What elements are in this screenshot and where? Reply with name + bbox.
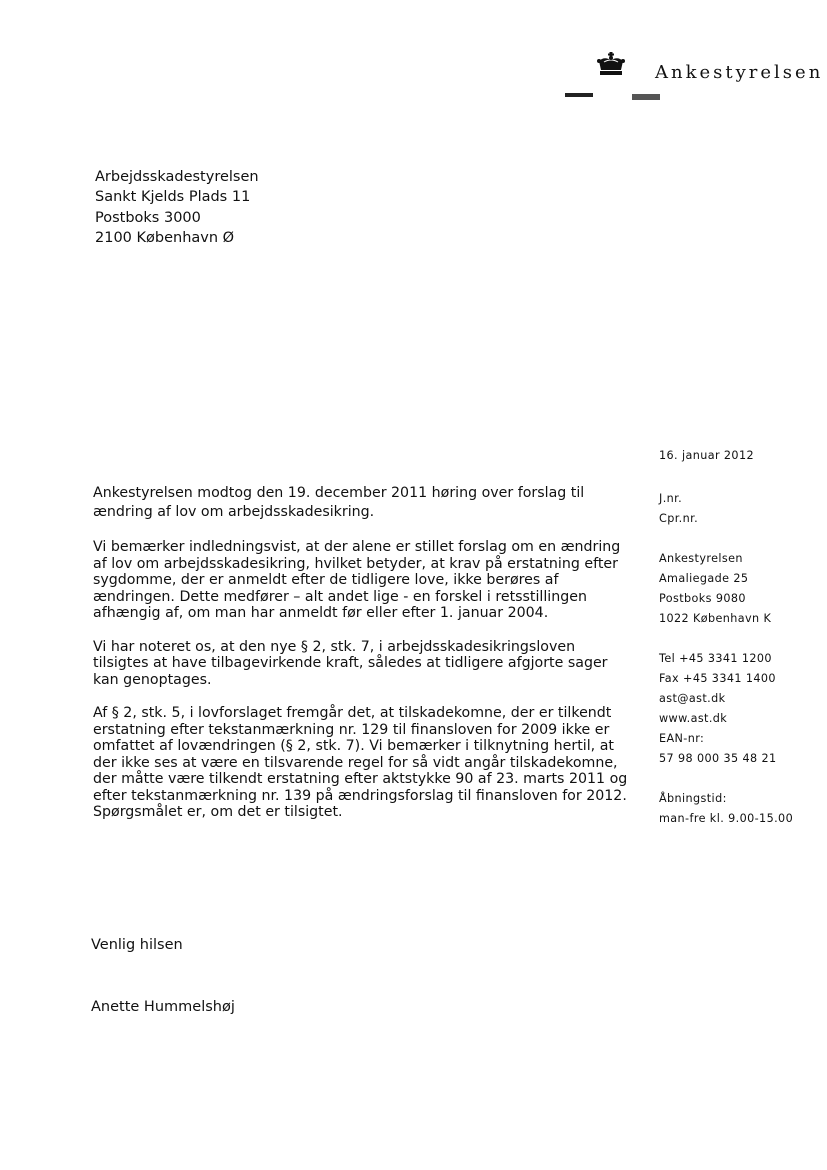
- opening-hours-value: man-fre kl. 9.00-15.00: [659, 812, 794, 825]
- recipient-address: [95, 167, 259, 248]
- recipient-line: Postboks 3000: [95, 209, 201, 226]
- sender-fax: Fax +45 3341 1400: [659, 672, 776, 685]
- sender-city: 1022 København K: [659, 612, 772, 625]
- ean-label: EAN-nr:: [659, 732, 705, 745]
- sender-street: Amaliegade 25: [659, 572, 749, 585]
- recipient-line: Sankt Kjelds Plads 11: [95, 189, 251, 206]
- signature-name: Anette Hummelshøj: [91, 999, 235, 1015]
- letter-body: [93, 484, 628, 838]
- letter-date: 16. januar 2012: [659, 449, 754, 462]
- cpr-number-label: Cpr.nr.: [659, 512, 699, 525]
- sender-info: [659, 489, 793, 829]
- recipient-line: Arbejdsskadestyrelsen: [95, 169, 259, 185]
- body-paragraph: Vi bemærker indledningsvist, at der alene er stillet forslag om en ændring af lov om arbejdsskadesikring, hvilket betyder, at krav på erstatning efter sygdomme, der er anmeldt efter de tidligere love, ikke berøres af ændringen. Dette medfører – alt andet lige - en forskel i retsstillingen afhængig af, om man har anmeldt før eller efter 1. januar 2004.: [93, 539, 621, 621]
- opening-hours-label: Åbningstid:: [659, 792, 727, 805]
- sender-web: www.ast.dk: [659, 712, 728, 725]
- crown-icon: [596, 52, 626, 78]
- journal-number-label: J.nr.: [659, 492, 683, 505]
- closing-greeting: Venlig hilsen: [91, 937, 183, 953]
- ean-value: 57 98 000 35 48 21: [659, 752, 777, 765]
- org-logo-name: Ankestyrelsen: [655, 62, 824, 83]
- body-paragraph: Vi har noteret os, at den nye § 2, stk. 7, i arbejdsskadesikringsloven tilsigtes at have tilbagevirkende kraft, således at tidligere afgjorte sager kan genoptages.: [93, 638, 608, 688]
- sender-tel: Tel +45 3341 1200: [659, 652, 772, 665]
- logo-bar: [565, 93, 593, 97]
- body-paragraph: Ankestyrelsen modtog den 19. december 2011 høring over forslag til ændring af lov om arbejdsskadesikring.: [93, 485, 585, 520]
- recipient-line: 2100 København Ø: [95, 229, 235, 246]
- sender-email: ast@ast.dk: [659, 692, 726, 705]
- sender-org: Ankestyrelsen: [659, 552, 743, 565]
- logo-bar: [632, 94, 660, 100]
- body-paragraph: Af § 2, stk. 5, i lovforslaget fremgår det, at tilskadekomne, der er tilkendt erstatning efter tekstanmærkning nr. 129 til finansloven for 2009 ikke er omfattet af lovændringen (§ 2, stk. 7). Vi bemærker i tilknytning hertil, at der ikke ses at være en tilsvarende regel for så vidt angår tilskadekomne, der måtte være tilkendt erstatning efter aktstykke 90 af 23. marts 2011 og efter tekstanmærkning nr. 139 på ændringsforslag til finansloven for 2012. Spørgsmålet er, om det er tilsigtet.: [93, 705, 628, 820]
- sender-pobox: Postboks 9080: [659, 592, 746, 605]
